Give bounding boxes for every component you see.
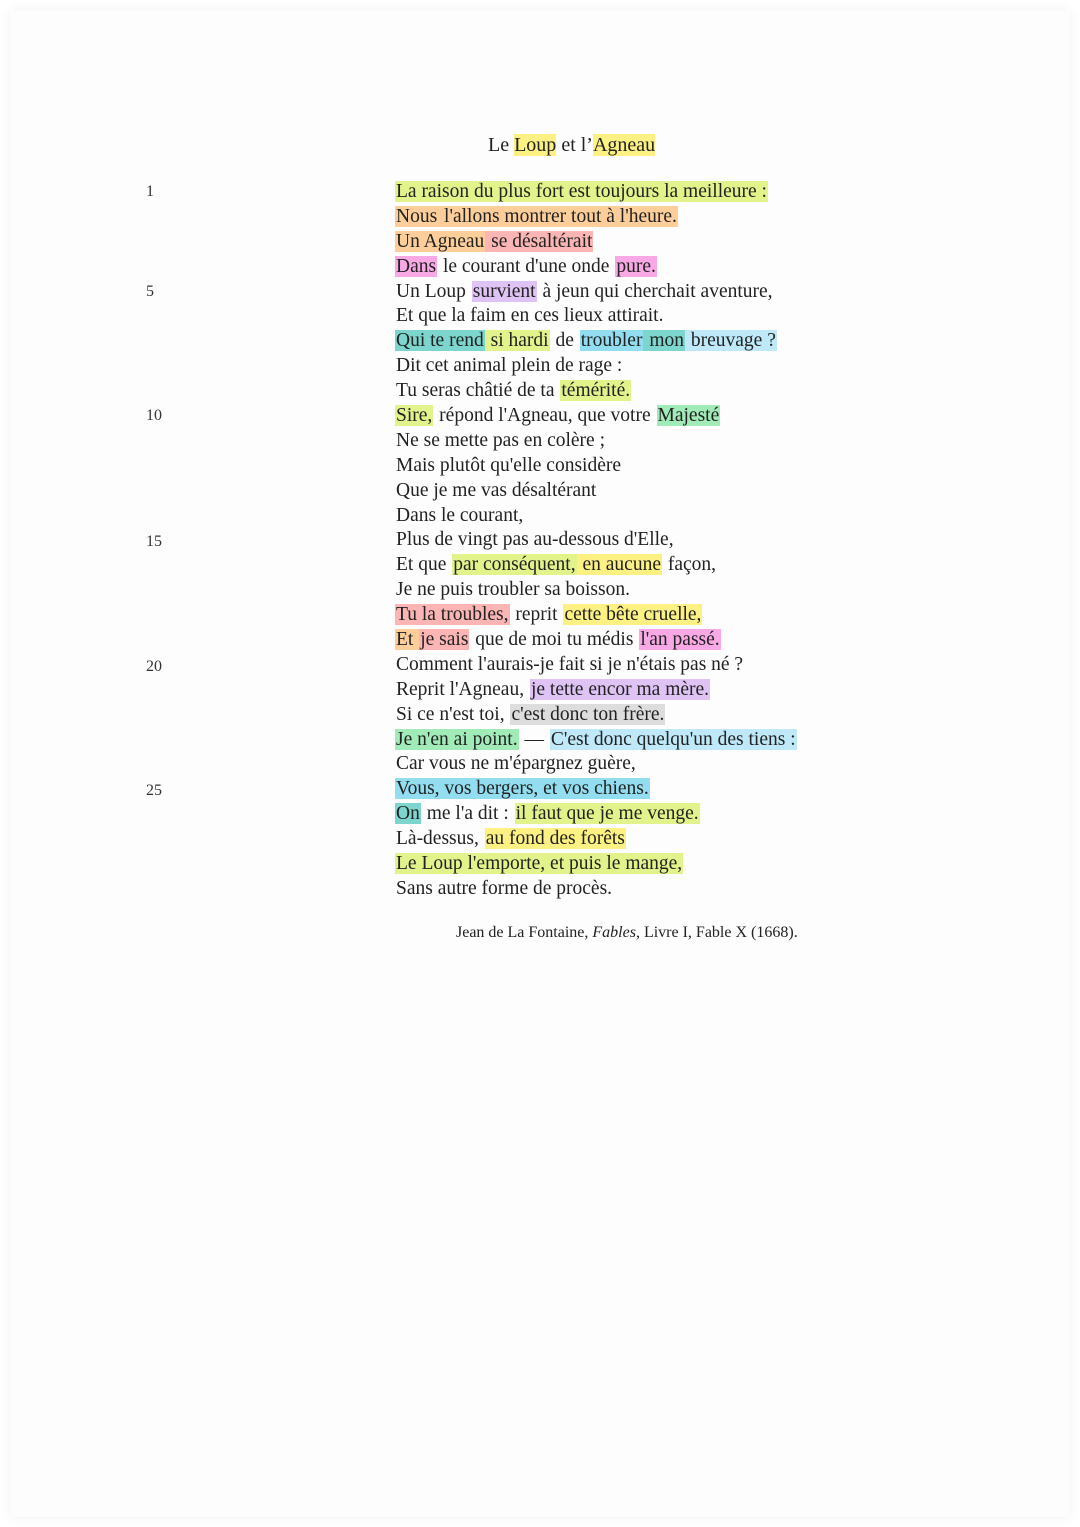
- highlighted-segment: au fond des forêts: [485, 828, 625, 850]
- highlighted-segment: il faut que je me venge.: [515, 803, 699, 825]
- text-segment: Que je me vas désaltérant: [396, 479, 597, 501]
- source-work: Fables: [592, 924, 636, 941]
- highlighted-segment: en aucune: [577, 554, 661, 576]
- highlighted-segment: Le Loup l'emporte, et puis le mange,: [396, 853, 683, 875]
- text-segment: —: [519, 728, 549, 750]
- text-segment: Là-dessus,: [396, 828, 484, 850]
- text-segment: répond l'Agneau, que votre: [434, 405, 656, 427]
- poem-line: [395, 528, 797, 553]
- highlighted-segment: Dans: [396, 255, 437, 277]
- highlighted-segment: je tette encor ma mère.: [530, 678, 710, 700]
- highlighted-segment: pure.: [616, 255, 656, 277]
- source-author: Jean de La Fontaine,: [456, 924, 593, 941]
- highlighted-segment: Un Agneau: [396, 230, 485, 252]
- highlighted-segment: se désaltérait: [486, 230, 593, 252]
- highlighted-segment: C'est donc quelqu'un des tiens :: [550, 728, 796, 750]
- poem-line: [395, 578, 797, 603]
- poem-title: [488, 134, 655, 157]
- poem-line: [395, 205, 797, 230]
- text-segment: Comment l'aurais-je fait si je n'étais pas né ?: [396, 653, 744, 675]
- poem-line: [395, 553, 797, 578]
- poem-line: [395, 827, 797, 852]
- source-citation: [456, 924, 798, 942]
- text-segment: Je ne puis troubler sa boisson.: [396, 579, 630, 601]
- highlighted-segment: Vous, vos bergers, et vos chiens.: [396, 778, 649, 800]
- highlighted-segment: Agneau: [592, 134, 656, 156]
- highlighted-segment: La raison du plus fort est toujours la meilleure :: [396, 181, 767, 202]
- text-segment: Ne se mette pas en colère ;: [396, 429, 605, 451]
- highlighted-segment: On: [396, 803, 420, 825]
- poem-line: [395, 728, 797, 753]
- poem-line: [395, 280, 797, 305]
- highlighted-segment: témérité.: [561, 380, 631, 402]
- poem-line: [395, 404, 797, 429]
- poem-line: [395, 479, 797, 504]
- poem-line: [395, 329, 797, 354]
- poem-line: [395, 877, 797, 902]
- highlighted-segment: Majesté: [657, 405, 720, 427]
- line-number-15: 15: [146, 533, 162, 550]
- text-segment: Mais plutôt qu'elle considère: [396, 454, 622, 476]
- text-segment: me l'a dit :: [421, 803, 514, 825]
- text-segment: Reprit l'Agneau,: [396, 678, 529, 700]
- highlighted-segment: Sire,: [396, 405, 433, 427]
- text-segment: Dans le courant,: [396, 504, 524, 526]
- poem-line: [395, 230, 797, 255]
- poem-line: [395, 603, 797, 628]
- text-segment: Et que: [396, 554, 452, 576]
- text-segment: Tu seras châtié de ta: [396, 380, 560, 402]
- highlighted-segment: Et: [396, 629, 419, 651]
- poem-line: [395, 752, 797, 777]
- line-number-25: 25: [146, 782, 162, 799]
- text-segment: que de moi tu médis: [470, 629, 639, 651]
- highlighted-segment: Loup: [514, 134, 557, 156]
- highlighted-segment: l'allons montrer tout à l'heure.: [439, 205, 677, 227]
- text-segment: Plus de vingt pas au-dessous d'Elle,: [396, 529, 674, 551]
- poem-line: [395, 379, 797, 404]
- poem-body: [395, 180, 797, 902]
- poem-line: [395, 703, 797, 728]
- highlighted-segment: Qui te rend: [396, 330, 484, 352]
- poem-line: [395, 180, 797, 205]
- text-segment: Un Loup: [396, 280, 471, 302]
- highlighted-segment: par conséquent,: [453, 554, 576, 576]
- highlighted-segment: survient: [472, 280, 536, 302]
- poem-line: [395, 304, 797, 329]
- line-number-10: 10: [146, 407, 162, 424]
- highlighted-segment: breuvage ?: [686, 330, 776, 352]
- text-segment: Et que la faim en ces lieux attirait.: [396, 305, 664, 327]
- poem-line: [395, 454, 797, 479]
- text-segment: Dit cet animal plein de rage :: [396, 355, 623, 377]
- line-number-20: 20: [146, 658, 162, 675]
- line-number-1: 1: [146, 183, 154, 200]
- highlighted-segment: l'an passé.: [640, 629, 720, 651]
- highlighted-segment: Nous: [396, 205, 438, 227]
- line-number-5: 5: [146, 283, 154, 300]
- highlighted-segment: si hardi: [485, 330, 549, 352]
- poem-line: [395, 504, 797, 529]
- poem-line: [395, 429, 797, 454]
- highlighted-segment: cette bête cruelle,: [564, 604, 702, 626]
- source-reference: , Livre I, Fable X (1668).: [635, 924, 798, 941]
- text-segment: à jeun qui cherchait aventure,: [537, 280, 773, 302]
- text-segment: Si ce n'est toi,: [396, 703, 510, 725]
- text-segment: de: [550, 330, 579, 352]
- poem-line: [395, 255, 797, 280]
- poem-line: [395, 852, 797, 877]
- highlighted-segment: je sais: [420, 629, 469, 651]
- text-segment: Car vous ne m'épargnez guère,: [396, 753, 636, 775]
- poem-line: [395, 628, 797, 653]
- text-segment: reprit: [510, 604, 563, 626]
- poem-line: [395, 678, 797, 703]
- highlighted-segment: Tu la troubles,: [396, 604, 509, 626]
- poem-line: [395, 653, 797, 678]
- highlighted-segment: Je n'en ai point.: [396, 728, 518, 750]
- poem-line: [395, 354, 797, 379]
- highlighted-segment: c'est donc ton frère.: [511, 703, 665, 725]
- poem-line: [395, 802, 797, 827]
- text-segment: Le: [488, 134, 515, 156]
- text-segment: le courant d'une onde: [438, 255, 615, 277]
- text-segment: façon,: [662, 554, 717, 576]
- poem-line: [395, 777, 797, 802]
- text-segment: et l’: [556, 134, 593, 156]
- highlighted-segment: troubler: [580, 330, 643, 352]
- highlighted-segment: mon: [644, 330, 684, 352]
- text-segment: Sans autre forme de procès.: [396, 877, 613, 899]
